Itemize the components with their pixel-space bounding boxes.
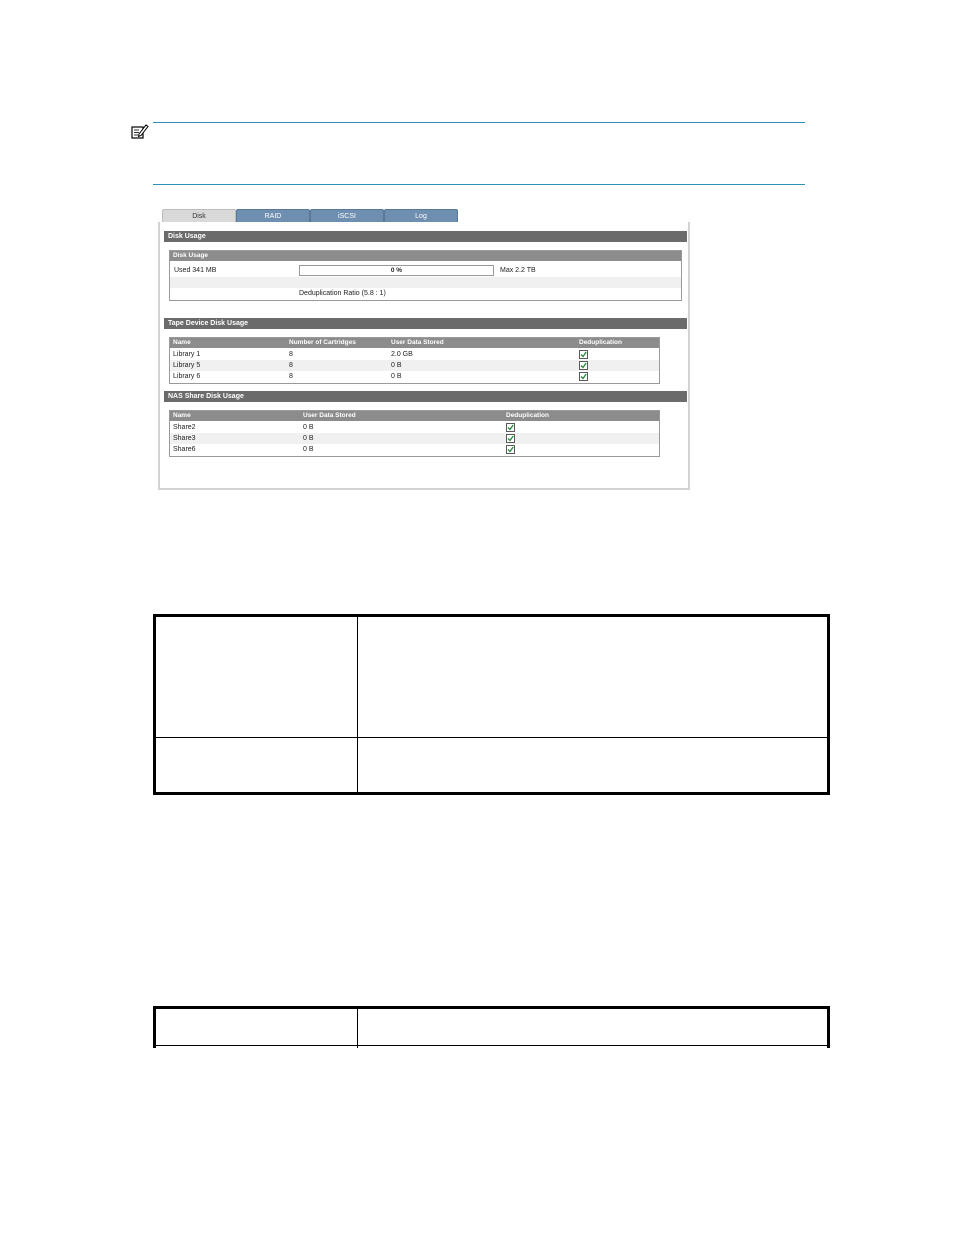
nas-cell-stored: 0 B (303, 424, 314, 431)
note-icon (131, 124, 149, 140)
disk-usage-section-title: Disk Usage (164, 231, 687, 242)
checkbox-checked-icon[interactable] (506, 434, 515, 443)
tape-cell-cartridges: 8 (289, 373, 293, 380)
tape-cell-name: Library 5 (173, 362, 201, 369)
tab-raid[interactable]: RAID (236, 209, 310, 223)
nas-cell-stored: 0 B (303, 435, 314, 442)
max-label: Max 2.2 TB (500, 267, 536, 274)
disk-usage-box-title: Disk Usage (170, 251, 681, 261)
disk-usage-box (169, 250, 682, 301)
nas-col-dedup: Deduplication (506, 412, 549, 419)
tape-section-title: Tape Device Disk Usage (164, 318, 687, 329)
dedup-ratio: Deduplication Ratio (5.8 : 1) (299, 290, 386, 297)
tape-cell-stored: 0 B (391, 373, 402, 380)
tape-cell-cartridges: 8 (289, 362, 293, 369)
tape-table-row (170, 349, 659, 360)
nas-table-row (170, 444, 659, 455)
table1-column-divider (357, 617, 358, 792)
checkbox-checked-icon[interactable] (579, 372, 588, 381)
nas-table-row (170, 433, 659, 444)
nas-table-row (170, 422, 659, 433)
nas-cell-name: Share2 (173, 424, 196, 431)
dedup-ratio-row (170, 288, 681, 299)
nas-section-title: NAS Share Disk Usage (164, 391, 687, 402)
nas-table (169, 410, 660, 457)
document-table-1 (153, 614, 830, 795)
tape-cell-stored: 0 B (391, 362, 402, 369)
tape-table-row (170, 371, 659, 382)
tape-col-cartridges: Number of Cartridges (289, 339, 356, 346)
used-label: Used 341 MB (174, 267, 217, 274)
nas-col-stored: User Data Stored (303, 412, 356, 419)
disk-usage-spacer-row (170, 277, 681, 288)
tape-cell-name: Library 6 (173, 373, 201, 380)
tape-col-name: Name (173, 339, 191, 346)
document-table-2 (153, 1006, 830, 1048)
nas-col-name: Name (173, 412, 191, 419)
tab-iscsi[interactable]: iSCSI (310, 209, 384, 223)
nas-cell-name: Share3 (173, 435, 196, 442)
tab-log[interactable]: Log (384, 209, 458, 223)
checkbox-checked-icon[interactable] (506, 423, 515, 432)
tape-cell-stored: 2.0 GB (391, 351, 413, 358)
tape-table-header (170, 338, 659, 348)
tab-disk[interactable]: Disk (162, 209, 236, 224)
tape-cell-name: Library 1 (173, 351, 201, 358)
table2-bottom-line (156, 1045, 827, 1046)
disk-usage-screenshot (158, 208, 690, 492)
tape-table (169, 337, 660, 384)
usage-percent: 0 % (390, 267, 403, 274)
table1-row-divider (156, 737, 827, 738)
checkbox-checked-icon[interactable] (506, 445, 515, 454)
disk-tab-panel (158, 222, 690, 490)
checkbox-checked-icon[interactable] (579, 350, 588, 359)
note-bottom-rule (153, 184, 805, 185)
nas-table-header (170, 411, 659, 421)
usage-progress-bar (299, 265, 494, 276)
note-top-rule (153, 122, 805, 123)
table2-column-divider (357, 1009, 358, 1048)
nas-cell-name: Share6 (173, 446, 196, 453)
tape-cell-cartridges: 8 (289, 351, 293, 358)
tape-col-stored: User Data Stored (391, 339, 444, 346)
disk-usage-row (170, 265, 681, 276)
tape-table-row (170, 360, 659, 371)
nas-cell-stored: 0 B (303, 446, 314, 453)
tape-col-dedup: Deduplication (579, 339, 622, 346)
checkbox-checked-icon[interactable] (579, 361, 588, 370)
